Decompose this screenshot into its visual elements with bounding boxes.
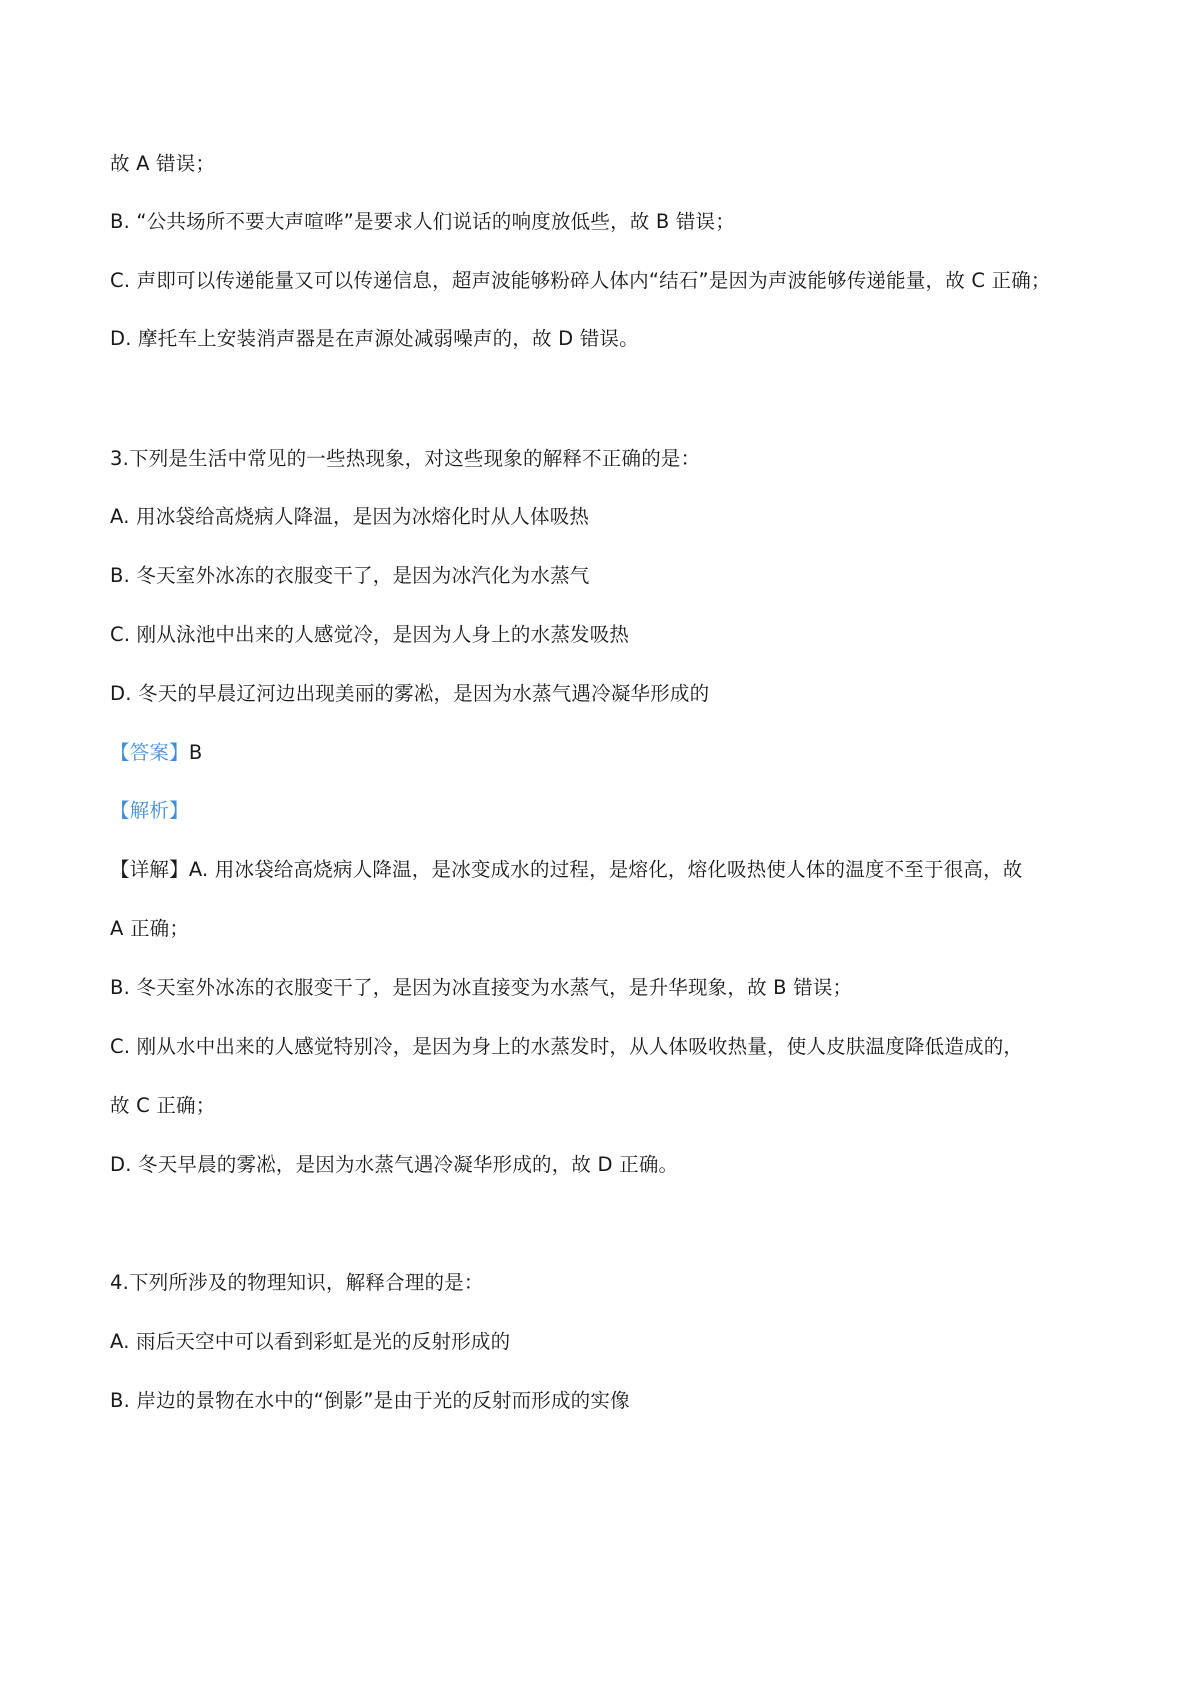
detail-c-line-2: 故 C 正确； bbox=[110, 1094, 216, 1117]
analysis-tag: 【解析】 bbox=[110, 799, 189, 822]
question-3-option-b: B. 冬天室外冰冻的衣服变干了，是因为冰汽化为水蒸气 bbox=[110, 564, 590, 587]
detail-c-line-1: C. 刚从水中出来的人感觉特别冷，是因为身上的水蒸发时，从人体吸收热量，使人皮肤温度降低造成的， bbox=[110, 1035, 1024, 1058]
detail-d: D. 冬天早晨的雾凇，是因为水蒸气遇冷凝华形成的，故 D 正确。 bbox=[110, 1153, 679, 1176]
question-3-stem: 3.下列是生活中常见的一些热现象，对这些现象的解释不正确的是： bbox=[110, 447, 701, 470]
prev-option-c: C. 声即可以传递能量又可以传递信息，超声波能够粉碎人体内“结石”是因为声波能够传递能量，故 C 正确； bbox=[110, 269, 1051, 292]
question-4-option-b: B. 岸边的景物在水中的“倒影”是由于光的反射而形成的实像 bbox=[110, 1389, 630, 1412]
answer-line bbox=[110, 739, 1100, 767]
prev-conclusion-a: 故 A 错误； bbox=[110, 152, 216, 175]
analysis-line bbox=[110, 797, 1100, 825]
question-3-option-c: C. 刚从泳池中出来的人感觉冷，是因为人身上的水蒸发吸热 bbox=[110, 623, 630, 646]
detail-tag: 【详解】 bbox=[110, 858, 189, 881]
detail-a-line-2: A 正确； bbox=[110, 917, 190, 940]
prev-option-d: D. 摩托车上安装消声器是在声源处减弱噪声的，故 D 错误。 bbox=[110, 327, 639, 350]
detail-a-text: A. 用冰袋给高烧病人降温，是冰变成水的过程，是熔化，熔化吸热使人体的温度不至于很高，故 bbox=[188, 858, 1023, 881]
prev-option-b: B. “公共场所不要大声喧哗”是要求人们说话的响度放低些，故 B 错误； bbox=[110, 210, 735, 233]
question-4-option-a: A. 雨后天空中可以看到彩虹是光的反射形成的 bbox=[110, 1330, 511, 1353]
answer-value: B bbox=[188, 741, 203, 764]
detail-b: B. 冬天室外冰冻的衣服变干了，是因为冰直接变为水蒸气，是升华现象，故 B 错误； bbox=[110, 976, 853, 999]
question-3-option-d: D. 冬天的早晨辽河边出现美丽的雾凇，是因为水蒸气遇冷凝华形成的 bbox=[110, 682, 710, 705]
question-4-stem: 4.下列所涉及的物理知识，解释合理的是： bbox=[110, 1271, 484, 1294]
question-3-option-a: A. 用冰袋给高烧病人降温，是因为冰熔化时从人体吸热 bbox=[110, 505, 590, 528]
answer-tag: 【答案】 bbox=[110, 741, 189, 764]
detail-a-line-1 bbox=[110, 856, 1100, 884]
